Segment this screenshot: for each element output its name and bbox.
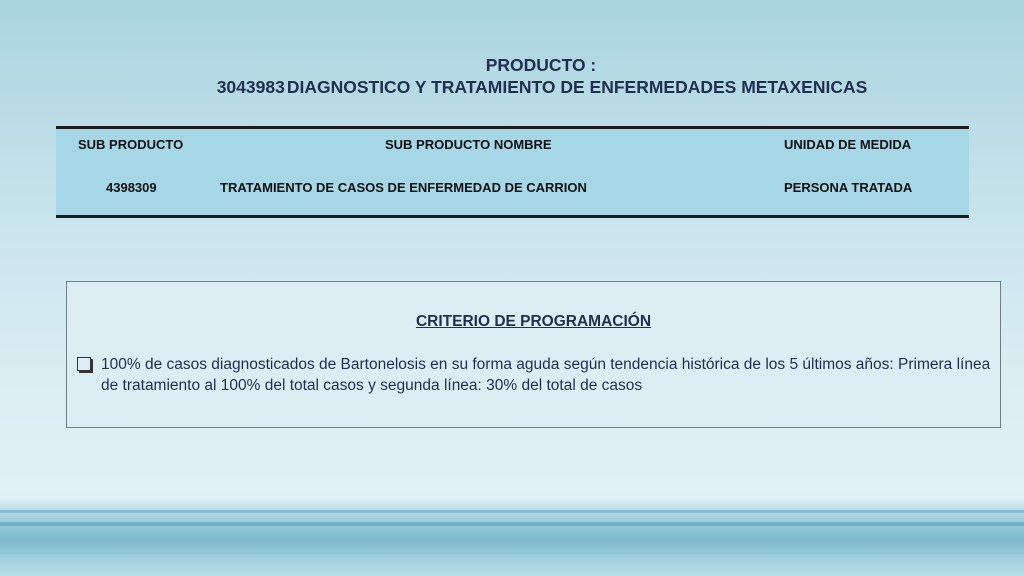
- product-name: DIAGNOSTICO Y TRATAMIENTO DE ENFERMEDADES METAXENICAS: [286, 77, 868, 97]
- product-code: 3043983: [216, 77, 285, 97]
- cell-subproduct-name: TRATAMIENTO DE CASOS DE ENFERMEDAD DE CARRION: [220, 180, 587, 195]
- wave-line: [0, 510, 1024, 513]
- criteria-title: CRITERIO DE PROGRAMACIÓN: [415, 313, 652, 330]
- subproduct-table: [56, 126, 969, 218]
- title-label: PRODUCTO :: [485, 55, 597, 75]
- wave-line: [0, 536, 1024, 539]
- slide-title: [0, 54, 1024, 98]
- header-sub-producto: SUB PRODUCTO: [78, 137, 184, 152]
- header-unidad-de-medida: UNIDAD DE MEDIDA: [784, 137, 912, 152]
- criteria-box: [66, 281, 1001, 428]
- wave-line: [0, 552, 1024, 554]
- wave-line: [0, 522, 1024, 526]
- cell-unit: PERSONA TRATADA: [784, 180, 913, 195]
- checkbox-bullet-icon: [77, 357, 91, 371]
- product-heading: [0, 76, 1024, 98]
- header-sub-producto-nombre: SUB PRODUCTO NOMBRE: [385, 137, 552, 152]
- criteria-bullet-text: 100% de casos diagnosticados de Bartonelosis en su forma aguda según tendencia histórica de los 5 últimos años: Primera línea de tratamiento al 100% del total casos y segunda línea: 30% del total de casos: [101, 356, 991, 394]
- cell-subproduct-code: 4398309: [106, 180, 157, 195]
- criteria-bullet-item: [77, 354, 992, 396]
